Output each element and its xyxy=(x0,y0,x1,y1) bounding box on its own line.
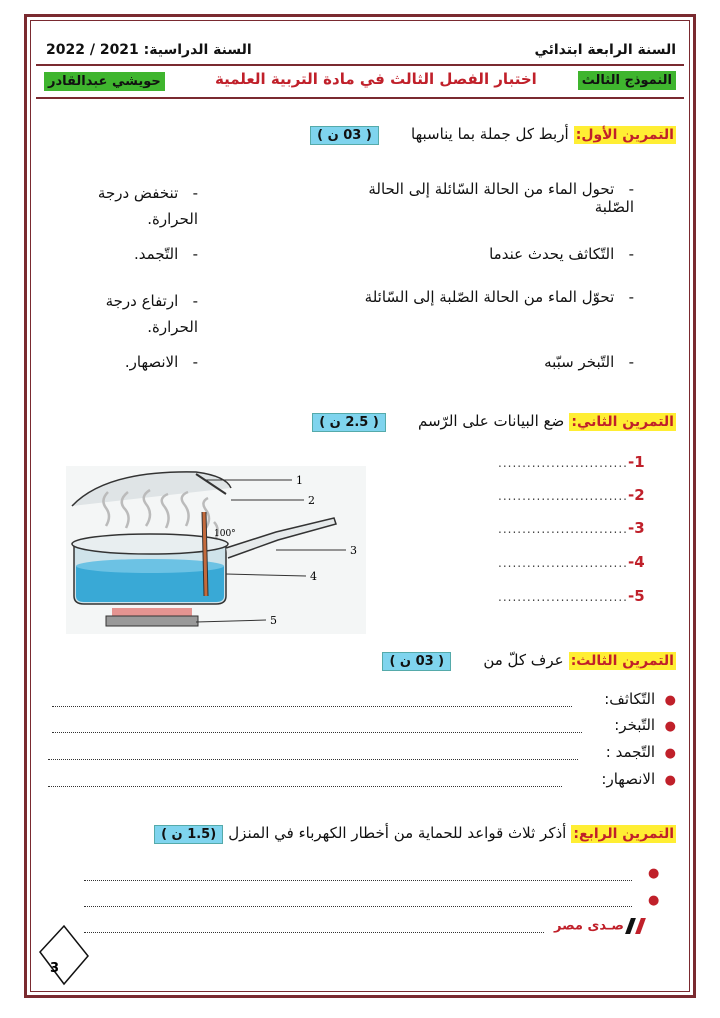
ex1-left-item-4: - الانصهار. xyxy=(124,353,198,371)
page-number-badge xyxy=(34,924,94,988)
exercise-4-heading xyxy=(154,823,676,842)
ex2-label-line-5: ...........................-5 xyxy=(498,587,645,605)
grade-label: السنة الرابعة ابتدائي xyxy=(534,42,676,58)
author-tag: حويشي عبدالقادر xyxy=(44,72,165,91)
exercise-4-instruction: أذكر ثلاث قواعد للحماية من أخطار الكهرباء في المنزل xyxy=(228,824,567,842)
ex1-left-text-1: تنخفض درجة الحرارة. xyxy=(97,184,198,228)
answer-line xyxy=(48,786,562,787)
site-logo xyxy=(554,918,643,934)
ex1-right-text-2: التّكاثف يحدث عندما xyxy=(489,245,615,263)
answer-line xyxy=(48,759,578,760)
school-year-value: 2022 / 2021 xyxy=(46,42,139,58)
ex2-label-line-4: ...........................-4 xyxy=(498,553,645,571)
exercise-3-instruction: عرف كلّ من xyxy=(483,651,564,669)
ex1-right-item-4: - التّبخر سبّبه xyxy=(544,353,634,371)
exercise-3-heading xyxy=(382,650,676,669)
ex2-label-line-1: ...........................-1 xyxy=(498,453,645,471)
logo-text: صـدى مصر xyxy=(554,918,624,934)
exam-title: اختبار الفصل الثالث في مادة التربية العلمية xyxy=(215,70,537,88)
water-surface xyxy=(76,559,224,573)
figure-label-temp: 100° xyxy=(214,529,236,539)
ex1-left-text-4: الانصهار. xyxy=(124,353,179,371)
exercise-4-label: التمرين الرابع: xyxy=(573,826,674,842)
ex3-term-2: ● التّبخر: xyxy=(614,716,676,734)
exercise-3-points: ( 03 ن ) xyxy=(382,652,451,671)
exercise-2-label: التمرين الثاني: xyxy=(571,414,674,430)
header-divider-bottom xyxy=(36,97,684,99)
ex3-term-3: ● التّجمد : xyxy=(605,743,676,761)
exercise-1-label: التمرين الأول: xyxy=(575,127,674,143)
ex1-left-item-3: - ارتفاع درجة الحرارة. xyxy=(105,292,198,336)
school-year xyxy=(46,42,252,58)
answer-line xyxy=(84,906,632,907)
ex1-left-text-2: التّجمد. xyxy=(134,245,179,263)
exercise-1-instruction: أربط كل جملة بما يناسبها xyxy=(411,125,569,143)
exercise-2-points: ( 2.5 ن ) xyxy=(312,413,386,432)
burner xyxy=(106,616,198,626)
exercise-3-label: التمرين الثالث: xyxy=(570,653,674,669)
bullet-icon: ● xyxy=(664,773,676,788)
model-tag: النموذج الثالث xyxy=(578,71,676,90)
exercise-2-heading xyxy=(312,411,676,430)
answer-line xyxy=(84,880,632,881)
answer-line xyxy=(84,932,544,933)
exercise-1-points: ( 03 ن ) xyxy=(310,126,379,145)
header-divider-top xyxy=(36,64,684,66)
ex1-left-text-3: ارتفاع درجة الحرارة. xyxy=(105,292,198,336)
figure-label-2: 2 xyxy=(308,494,315,507)
school-year-label: السنة الدراسية: xyxy=(143,42,252,58)
answer-line xyxy=(52,732,582,733)
ex1-right-text-3: تحوّل الماء من الحالة الصّلبة إلى السّائلة xyxy=(364,288,615,306)
ex1-left-item-2: - التّجمد. xyxy=(134,245,198,263)
exercise-4-points: (1.5 ن ) xyxy=(154,825,223,844)
ex1-right-text-1: تحول الماء من الحالة السّائلة إلى الحالة الصّلبة xyxy=(368,180,634,216)
page-number: 3 xyxy=(50,961,60,976)
answer-line xyxy=(52,706,572,707)
ex1-right-item-3: - تحوّل الماء من الحالة الصّلبة إلى السّائلة xyxy=(364,288,634,306)
bullet-icon: ● xyxy=(664,719,676,734)
figure-label-4: 4 xyxy=(310,570,317,583)
ex1-left-item-1: - تنخفض درجة الحرارة. xyxy=(97,184,198,228)
figure-label-3: 3 xyxy=(350,544,357,557)
ex1-right-text-4: التّبخر سبّبه xyxy=(544,353,615,371)
bullet-icon: ● xyxy=(648,893,660,908)
bullet-icon: ● xyxy=(648,866,660,881)
boiling-pot-figure xyxy=(66,466,366,634)
figure-label-5: 5 xyxy=(270,614,277,627)
bullet-icon: ● xyxy=(664,746,676,761)
exercise-2-instruction: ضع البيانات على الرّسم xyxy=(418,412,565,430)
ex2-label-line-2: ...........................-2 xyxy=(498,486,645,504)
ex3-term-4: ● الانصهار: xyxy=(601,770,676,788)
ex2-label-line-3: ...........................-3 xyxy=(498,519,645,537)
bullet-icon: ● xyxy=(664,693,676,708)
ex1-right-item-2: - التّكاثف يحدث عندما xyxy=(489,245,634,263)
figure-label-1: 1 xyxy=(296,474,303,487)
ex3-term-1: ● التّكاثف: xyxy=(604,690,676,708)
ex1-right-item-1: - تحول الماء من الحالة السّائلة إلى الحالة الصّلبة xyxy=(368,180,634,216)
exercise-1-heading xyxy=(310,124,676,143)
